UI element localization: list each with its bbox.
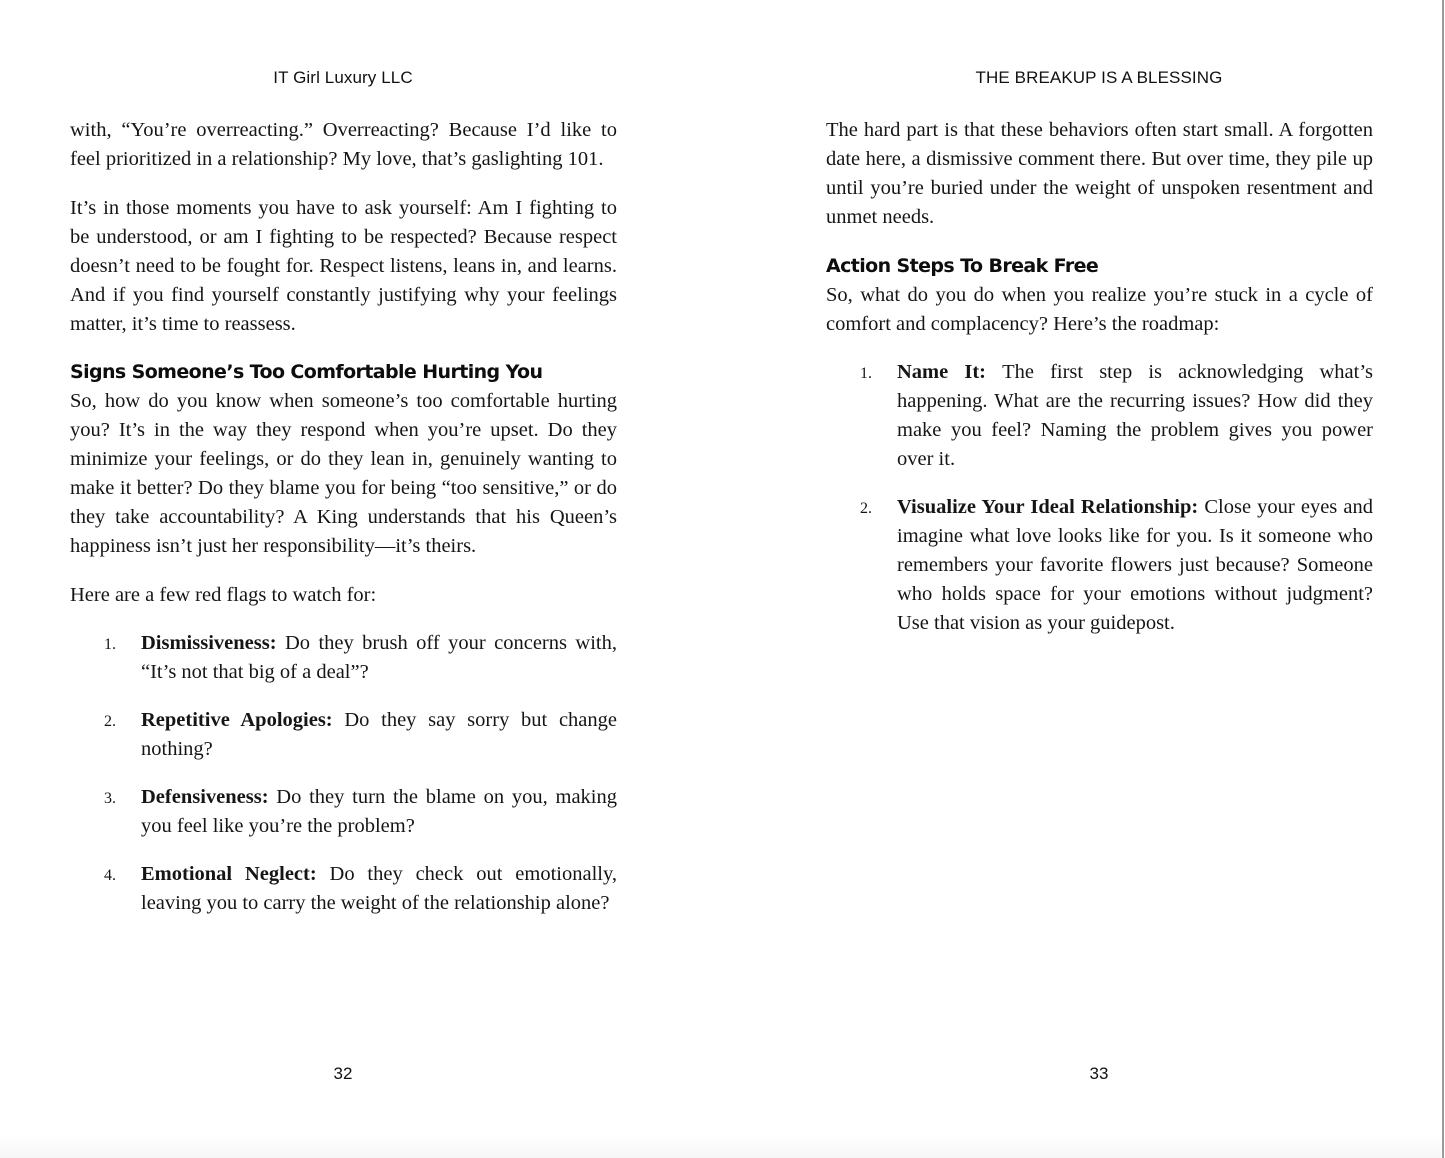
list-number: 2.: [860, 500, 872, 517]
left-page: [0, 0, 686, 1136]
running-head: IT Girl Luxury LLC: [273, 68, 413, 87]
page-number: 33: [1089, 1064, 1109, 1083]
list-item: [826, 493, 1373, 638]
list-item: [70, 706, 617, 764]
list-number: 1.: [860, 365, 872, 382]
scrollbar-track[interactable]: [1442, 0, 1444, 1158]
list-item: [70, 783, 617, 841]
list-number: 3.: [104, 790, 116, 807]
action-steps-list: [826, 358, 1373, 638]
section-heading: Action Steps To Break Free: [826, 254, 1099, 277]
paragraph: So, what do you do when you realize you’re stuck in a cycle of comfort and complacency? Here’s the roadmap:: [826, 283, 1373, 335]
list-text: Do they check out emotionally, leaving you to carry the weight of the relationship alone?: [141, 863, 617, 914]
red-flags-list: [70, 629, 617, 918]
list-term: Name It:: [897, 361, 1003, 383]
paragraph: Here are a few red flags to watch for:: [70, 583, 377, 606]
list-item: [70, 860, 617, 918]
list-text: Do they brush off your concerns with, “It’s not that big of a deal”?: [141, 632, 617, 683]
list-term: Dismissiveness:: [141, 632, 285, 654]
viewer-bottom-edge: [0, 1136, 1441, 1158]
list-text: Do they turn the blame on you, making you feel like you’re the problem?: [141, 786, 617, 837]
paragraph: It’s in those moments you have to ask yourself: Am I fighting to be understood, or am I fighting to be respected? Because respect doesn’t need to be fought for. Respect listens, leans in, and learns. And if you find yourself constantly justifying why your feelings matter, it’s time to reassess.: [70, 196, 617, 335]
list-term: Defensiveness:: [141, 786, 277, 808]
list-text: Do they say sorry but change nothing?: [141, 709, 617, 760]
list-number: 1.: [104, 636, 116, 653]
list-item: [826, 358, 1373, 474]
list-number: 4.: [104, 867, 116, 884]
page-number: 32: [333, 1064, 353, 1083]
paragraph: The hard part is that these behaviors often start small. A forgotten date here, a dismissive comment there. But over time, they pile up until you’re buried under the weight of unspoken resentment and unmet needs.: [826, 119, 1373, 228]
list-text: The first step is acknowledging what’s happening. What are the recurring issues? How did they make you feel? Naming the problem gives you power over it.: [897, 361, 1373, 470]
list-text: Close your eyes and imagine what love looks like for you. Is it someone who remembers your favorite flowers just because? Someone who holds space for your emotions without judgment? Use that vision as your guidepost.: [897, 496, 1374, 634]
section-heading: Signs Someone’s Too Comfortable Hurting You: [70, 361, 543, 383]
page-body: [70, 116, 617, 937]
list-term: Emotional Neglect:: [141, 863, 330, 885]
list-term: Visualize Your Ideal Relationship:: [897, 496, 1205, 518]
list-item: [70, 629, 617, 687]
paragraph: So, how do you know when someone’s too comfortable hurting you? It’s in the way they respond when you’re upset. Do they minimize your feelings, or do they lean in, genuinely wanting to make it better? Do they blame you for being “too sensitive,” or do they take accountability? A King understands that his Queen’s happiness isn’t just her responsibility—it’s theirs.: [70, 390, 617, 557]
page-body: [826, 116, 1373, 657]
list-term: Repetitive Apologies:: [141, 709, 345, 731]
running-head: THE BREAKUP IS A BLESSING: [975, 68, 1223, 87]
paragraph: with, “You’re overreacting.” Overreacting? Because I’d like to feel prioritized in a relationship? My love, that’s gaslighting 101.: [70, 119, 617, 170]
list-number: 2.: [104, 713, 116, 730]
right-page: [756, 0, 1442, 1136]
